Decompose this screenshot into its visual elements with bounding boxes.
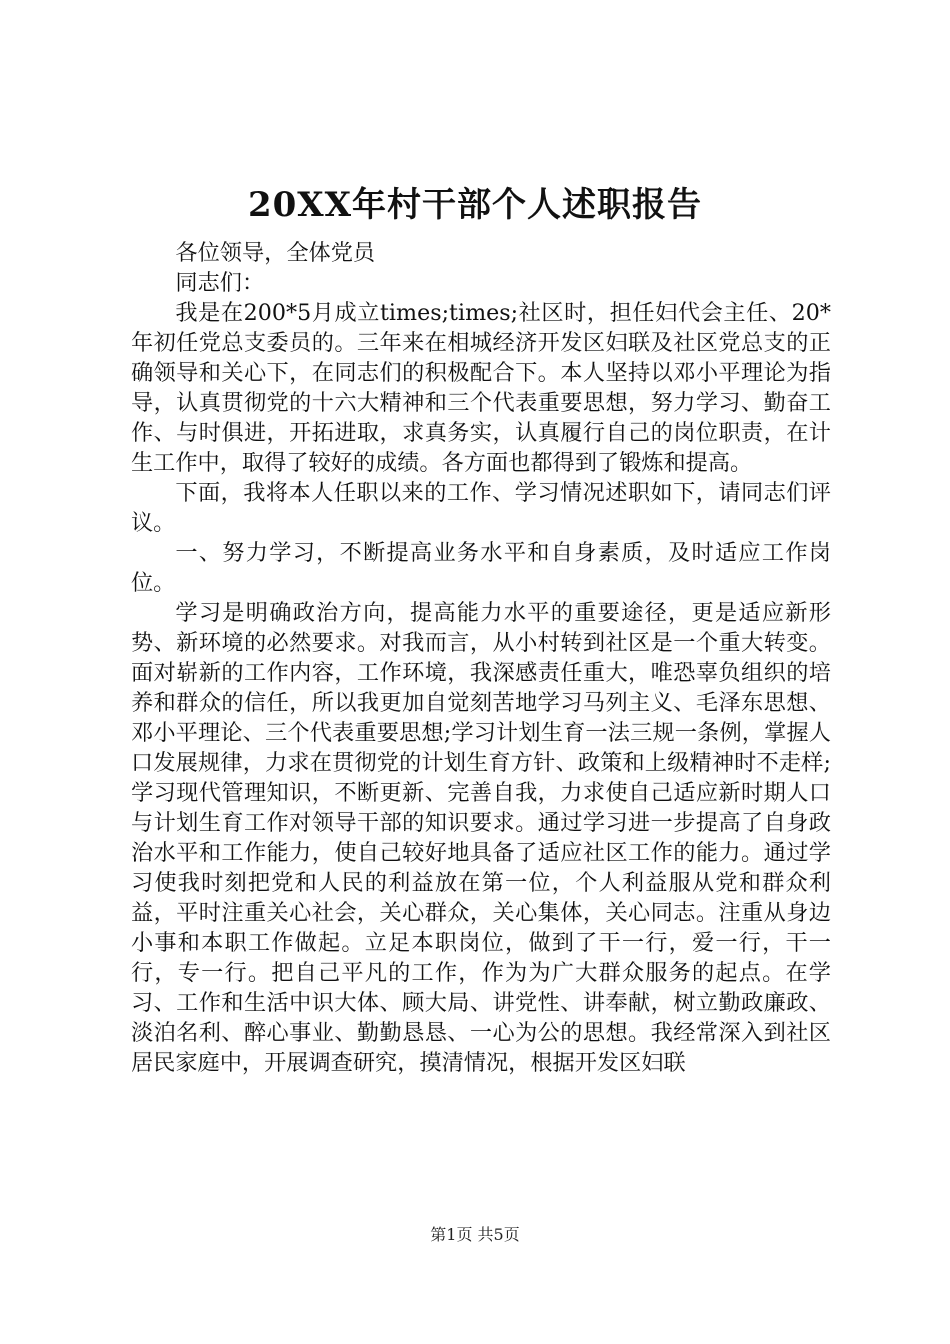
salutation-comrades: 同志们： [175,270,265,296]
document-body [131,238,831,1078]
paragraph-study: 学习是明确政治方向，提高能力水平的重要途径，更是适应新形势、新环境的必然要求。对我而言，从小村转到社区是一个重大转变。面对崭新的工作内容，工作环境，我深感责任重大，唯恐辜负组织的培养和群众的信任，所以我更加自觉刻苦地学习马列主义、毛泽东思想、邓小平理论、三个代表重要思想;学习计划生育一法三规一条例，掌握人口发展规律，力求在贯彻党的计划生育方针、政策和上级精神时不走样;学习现代管理知识，不断更新、完善自我，力求使自己适应新时期人口与计划生育工作对领导干部的知识要求。通过学习进一步提高了自身政治水平和工作能力，使自己较好地具备了适应社区工作的能力。通过学习使我时刻把党和人民的利益放在第一位，个人利益服从党和群众利益，平时注重关心社会，关心群众，关心集体，关心同志。注重从身边小事和本职工作做起。立足本职岗位，做到了干一行，爱一行，干一行，专一行。把自己平凡的工作，作为为广大群众服务的起点。在学习、工作和生活中识大体、顾大局、讲党性、讲奉献，树立勤政廉政、淡泊名利、醉心事业、勤勤恳恳、一心为公的思想。我经常深入到社区居民家庭中，开展调查研究，摸清情况，根据开发区妇联 [131,600,831,1076]
paragraph-intro: 我是在200*5月成立times;times;社区时，担任妇代会主任、20*年初任党总支委员的。三年来在相城经济开发区妇联及社区党总支的正确领导和关心下，在同志们的积极配合下。本人坚持以邓小平理论为指导，认真贯彻党的十六大精神和三个代表重要思想，努力学习、勤奋工作、与时俱进，开拓进取，求真务实，认真履行自己的岗位职责，在计生工作中，取得了较好的成绩。各方面也都得到了锻炼和提高。 [131,300,831,476]
salutation-leaders: 各位领导，全体党员 [175,240,376,266]
paragraph-transition: 下面，我将本人任职以来的工作、学习情况述职如下，请同志们评议。 [131,480,831,536]
page-footer: 第1页 共5页 [430,1225,520,1244]
section-heading-1: 一、努力学习，不断提高业务水平和自身素质，及时适应工作岗位。 [131,540,831,596]
document-title: 20XX年村干部个人述职报告 [247,185,703,225]
